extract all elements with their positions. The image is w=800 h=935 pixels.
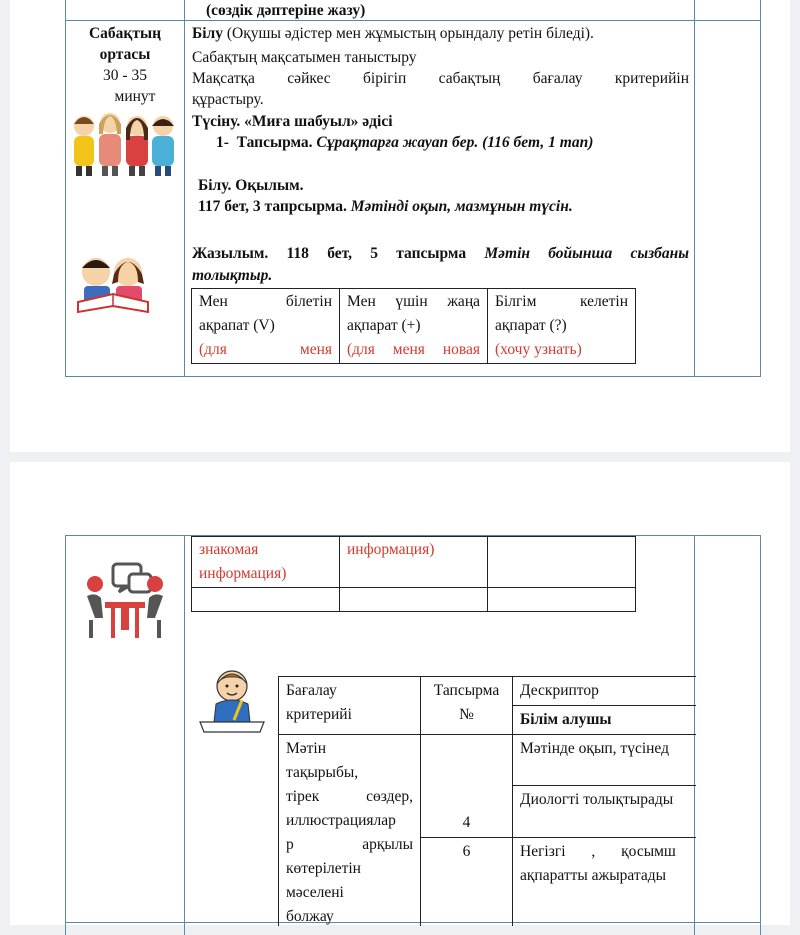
- stage-duration-unit: минут: [114, 88, 156, 105]
- descriptor-1: Мәтінде оқып, түсінед: [513, 735, 697, 786]
- kwl-empty-cell-1: [192, 588, 340, 612]
- task-1-text: Сұрақтарға жауап бер. (116 бет, 1 тап): [316, 134, 594, 151]
- stage-label-2: ортасы: [99, 46, 151, 63]
- criteria-header: Бағалау критерийі: [279, 677, 421, 735]
- descriptor-header: Дескриптор: [513, 677, 697, 706]
- writing-boy-illustration: [198, 666, 268, 734]
- column-divider-1b: [184, 535, 185, 935]
- task-1-number: 1-: [216, 134, 229, 151]
- reading-task-label: 117 бет, 3 тапрсырма.: [198, 198, 347, 215]
- task-1-label: Тапсырма.: [236, 134, 313, 151]
- reading-heading: Білу. Оқылым.: [198, 177, 304, 194]
- stage-label: Сабақтың: [88, 25, 162, 42]
- row-divider: [65, 20, 761, 21]
- criteria-cell: Мәтін тақырыбы, тірек сөздер, иллюстрациялар р арқылы көтерілетін мәселені болжау: [279, 735, 421, 927]
- student-header: Білім алушы: [513, 706, 697, 735]
- kwl-col-want: Білгім келетін ақпарат (?) (хочу узнать): [488, 289, 636, 364]
- students-group-illustration: [72, 106, 176, 178]
- reading-children-illustration: [74, 252, 152, 318]
- assessment-criteria-table: [278, 676, 696, 926]
- task-number-header: Тапсырма №: [421, 677, 513, 735]
- criteria-table-viewport: [278, 676, 696, 926]
- kwl-empty-cell-3: [488, 588, 636, 612]
- descriptor-2: Диологті толықтырады: [513, 786, 697, 837]
- task-number-4: 4: [421, 735, 513, 838]
- writing-task-line: [192, 244, 689, 264]
- tusinu-heading: Түсіну. «Миға шабуыл» әдісі: [192, 113, 393, 130]
- kwl-empty-cell-2: [340, 588, 488, 612]
- kwl-table-continued: [191, 536, 636, 612]
- task-1-line: [216, 133, 593, 153]
- kwl-cont-col-want: [488, 537, 636, 588]
- writing-task-label: Жазылым. 118 бет, 5 тапсырма: [192, 245, 467, 262]
- writing-task-text-2: толықтыр.: [192, 267, 273, 284]
- vocabulary-note: (сөздік дәптеріне жазу): [206, 2, 366, 19]
- column-divider-1: [184, 0, 185, 377]
- task-number-6: 6: [421, 837, 513, 926]
- kwl-col-new: Мен үшін жаңа ақпарат (+) (для меня новая: [340, 289, 488, 364]
- column-divider-2: [694, 0, 695, 377]
- kwl-cont-col-new: информация): [340, 537, 488, 588]
- discussion-icon: [83, 560, 167, 642]
- criteria-task-line-2: құрастыру.: [192, 91, 264, 108]
- goal-intro: Сабақтың мақсатымен таныстыру: [192, 49, 417, 66]
- descriptor-3: Негізгі , қосымш ақпаратты ажыратады: [513, 837, 697, 926]
- bilu-label: Білу: [192, 25, 223, 42]
- reading-task-line: [198, 197, 573, 217]
- kwl-cont-col-known: знакомая информация): [192, 537, 340, 588]
- document-page-1: [10, 0, 790, 452]
- kwl-table: [191, 288, 636, 364]
- bilu-line: [192, 24, 594, 44]
- reading-task-text: Мәтінді оқып, мазмұнын түсін.: [350, 198, 573, 215]
- writing-task-text: Мәтін бойынша сызбаны: [484, 245, 690, 262]
- document-page-2: [10, 462, 790, 925]
- stage-duration: 30 - 35: [103, 67, 147, 84]
- criteria-task-line: Мақсатқа сәйкес бірігіп сабақтың бағалау критерийін: [192, 70, 689, 87]
- kwl-col-known: Мен білетін ақрапат (V) (для меня: [192, 289, 340, 364]
- bilu-text: (Оқушы әдістер мен жұмыстың орындалу ретін біледі).: [226, 25, 594, 42]
